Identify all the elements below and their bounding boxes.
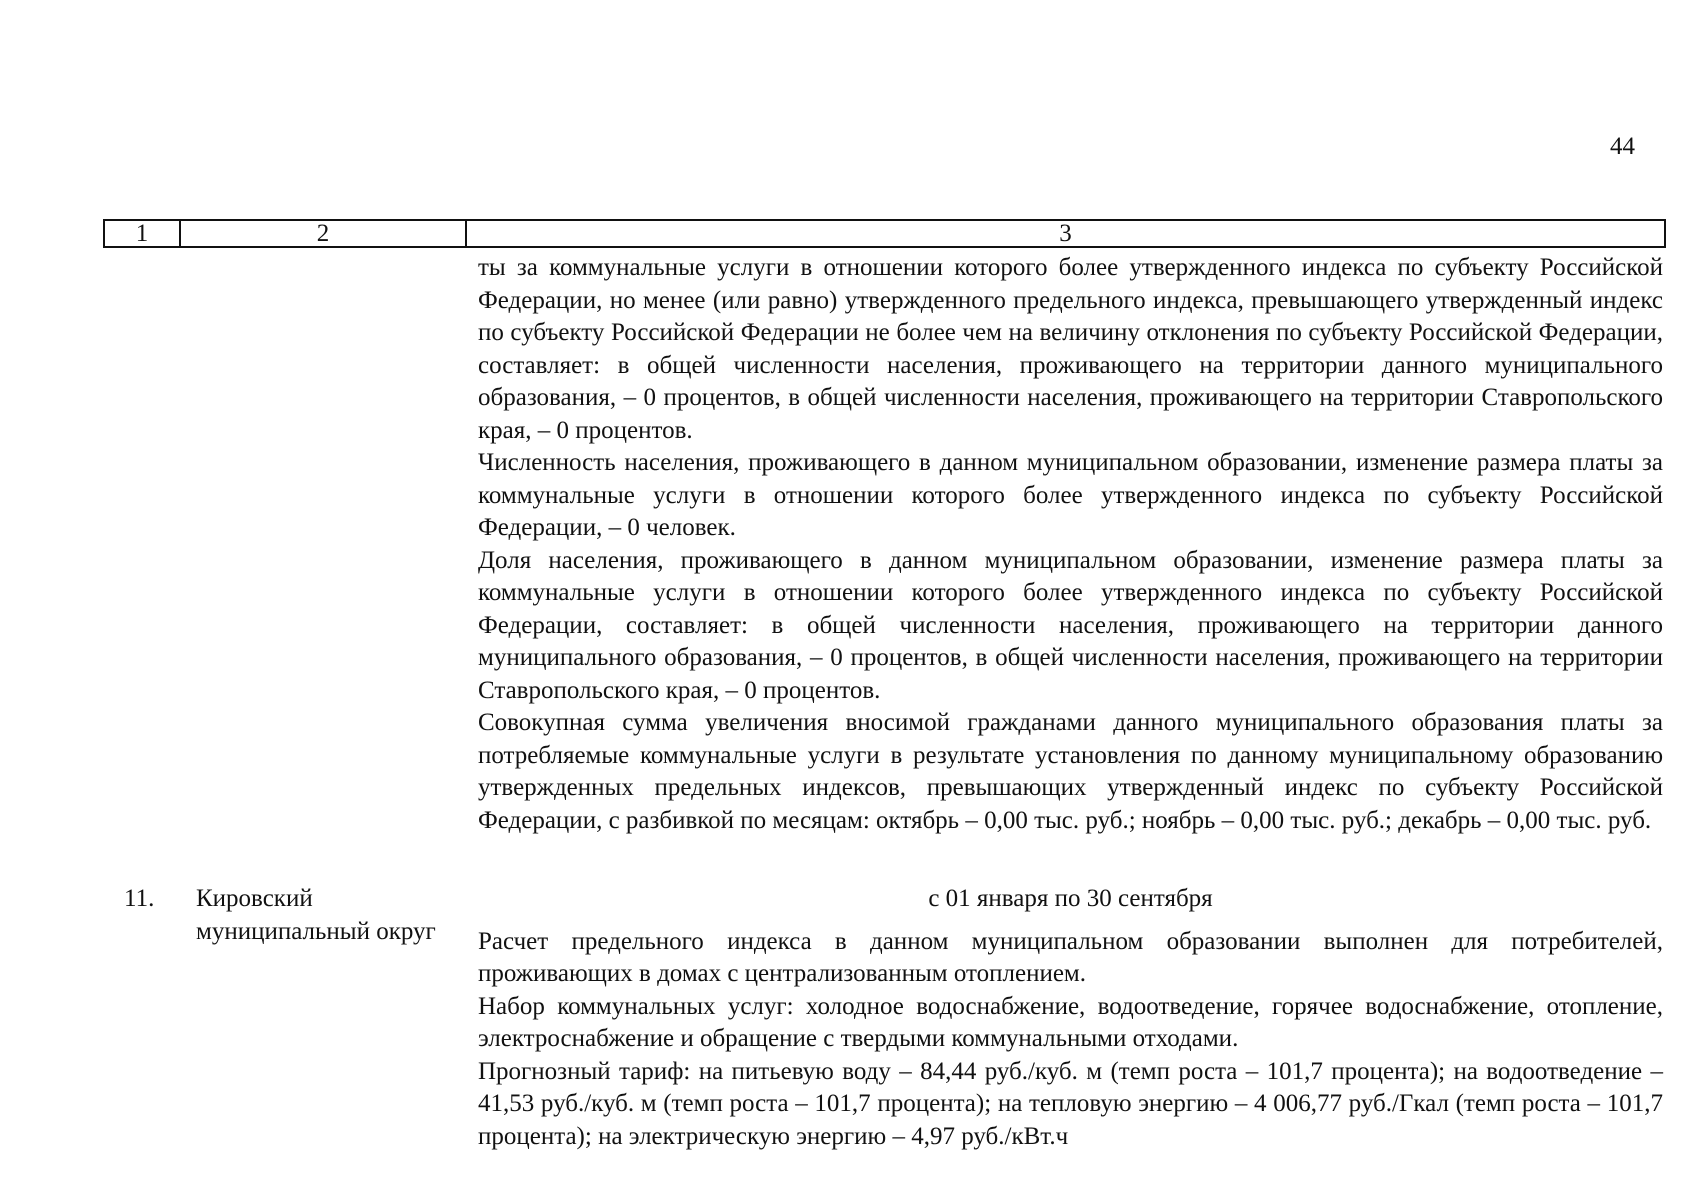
paragraph: ты за коммунальные услуги в отношении которого более утвержденного индекса по субъекту Российской Федерации, но менее (или равно) утвержденного предельного индекса, превышающего утвержденный индекс по субъекту Российской Федерации не более чем на величину отклонения по субъекту Российской Федерации, составляет: в общей численности населения, проживающего на территории данного муниципального образования, – 0 процентов, в общей численности населения, проживающего на территории Ставропольского края, – 0 процентов.: [478, 254, 1663, 444]
paragraph: Совокупная сумма увеличения вносимой гражданами данного муниципального образования платы за потребляемые коммунальные услуги в результате установления по данному муниципальному образованию утвержденных предельных индексов, превышающих утвержденный индекс по субъекту Российской Федерации, с разбивкой по месяцам: октябрь – 0,00 тыс. руб.; ноябрь – 0,00 тыс. руб.; декабрь – 0,00 тыс. руб.: [478, 709, 1663, 834]
table-column-header-row: [103, 219, 1666, 248]
paragraph: Численность населения, проживающего в данном муниципальном образовании, изменение размера платы за коммунальные услуги в отношении которого более утвержденного индекса по субъекту Российской Федерации, – 0 человек.: [478, 449, 1663, 541]
paragraph: Расчет предельного индекса в данном муниципальном образовании выполнен для потребителей, проживающих в домах с централизованным отоплением.: [478, 927, 1663, 987]
page-number: 44: [1610, 133, 1635, 160]
paragraph: Набор коммунальных услуг: холодное водоснабжение, водоотведение, горячее водоснабжение, отопление, электроснабжение и обращение с твердыми коммунальными отходами.: [478, 992, 1663, 1052]
paragraph: Прогнозный тариф: на питьевую воду – 84,44 руб./куб. м (темп роста – 101,7 процента); на водоотведение – 41,53 руб./куб. м (темп роста – 101,7 процента); на тепловую энергию – 4 006,77 руб./Гкал (темп роста – 101,7 процента); на электрическую энергию – 4,97 руб./кВт.ч: [478, 1057, 1663, 1150]
paragraph: Доля населения, проживающего в данном муниципальном образовании, изменение размера платы за коммунальные услуги в отношении которого более утвержденного индекса по субъекту Российской Федерации, составляет: в общей численности населения, проживающего на территории данного муниципального образования, – 0 процентов, в общей численности населения, проживающего на территории Ставропольского края, – 0 процентов.: [478, 546, 1663, 704]
period-heading: с 01 января по 30 сентября: [928, 885, 1213, 912]
column-header-3: 3: [1059, 220, 1072, 247]
column-header-1: 1: [105, 221, 181, 246]
continued-text-block: [478, 252, 1663, 837]
row-number: 11.: [124, 885, 155, 912]
column-header-2: 2: [181, 221, 467, 246]
municipality-name: Кировский муниципальный округ: [196, 885, 436, 945]
row-11-text-block: [478, 883, 1663, 1153]
